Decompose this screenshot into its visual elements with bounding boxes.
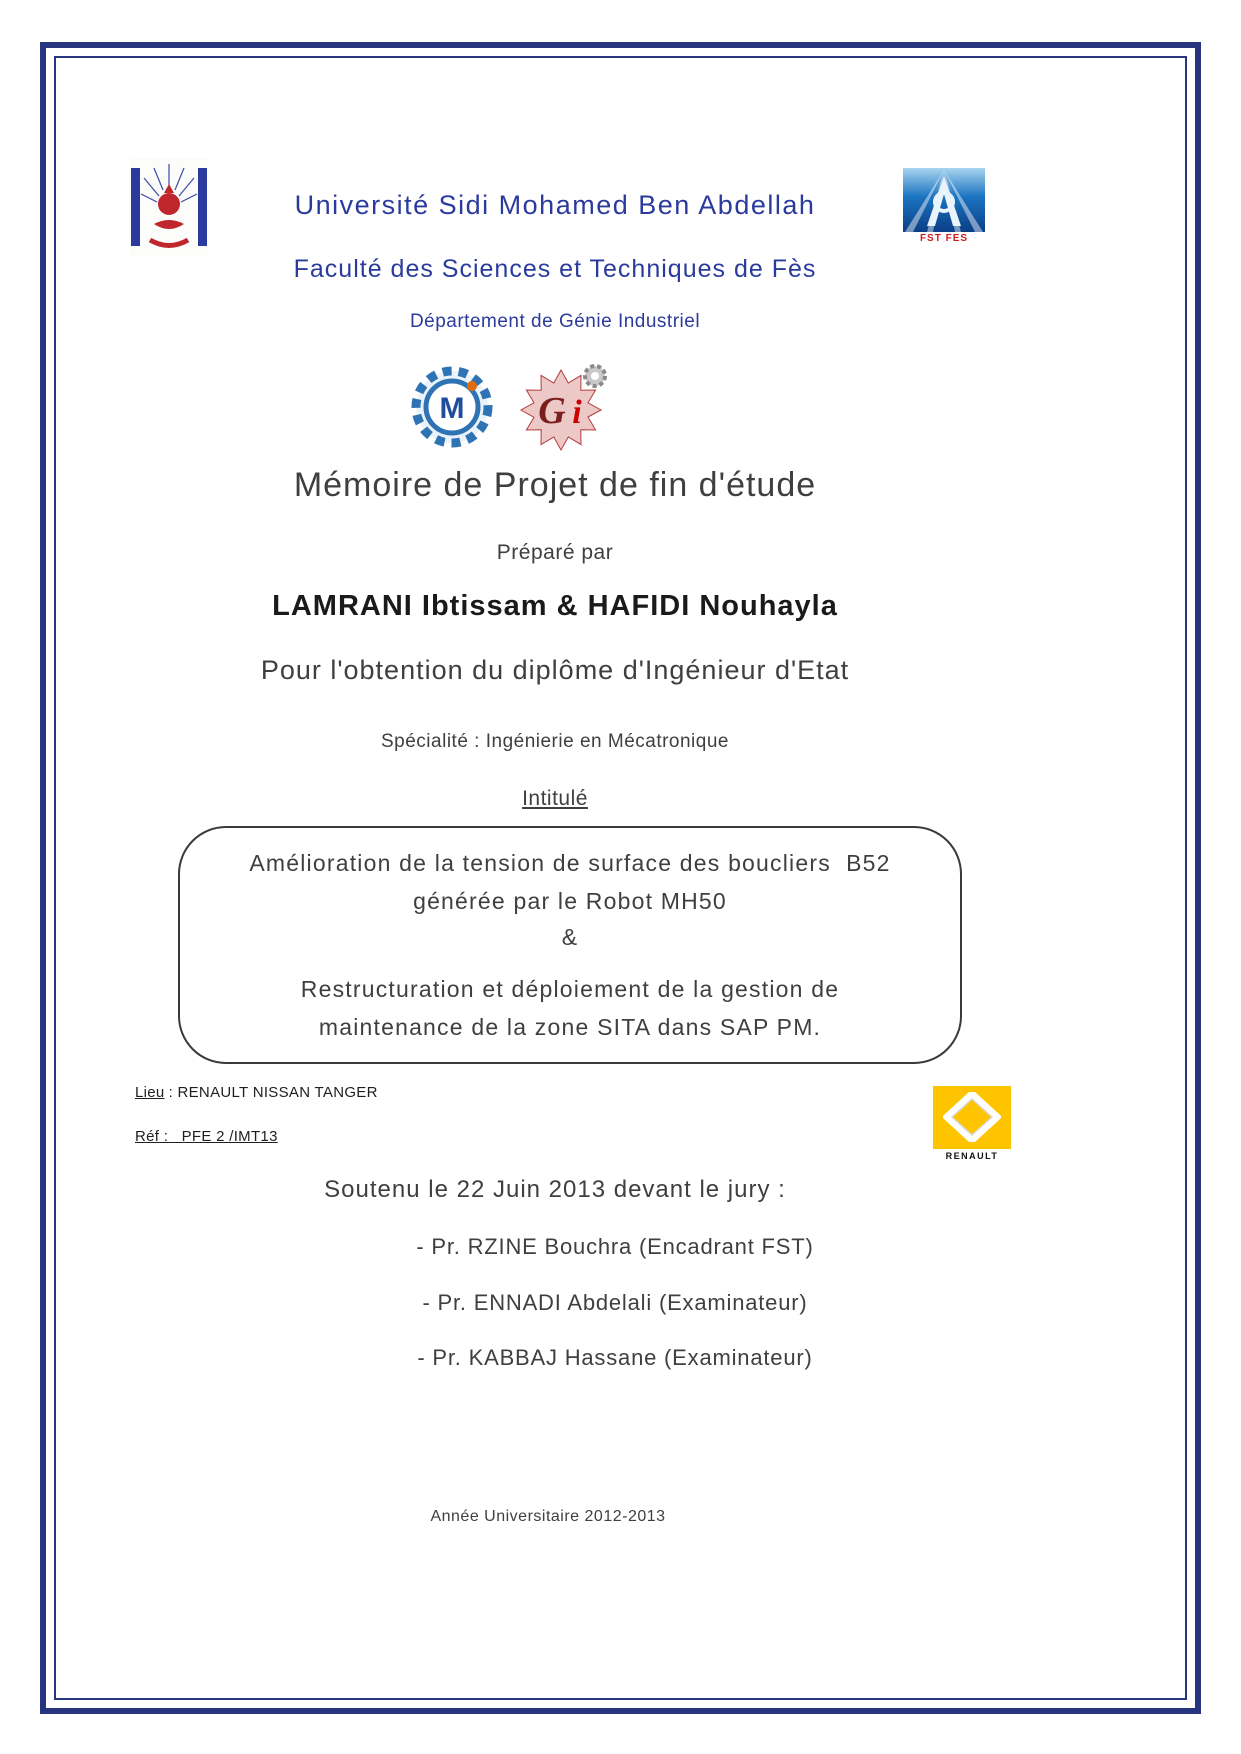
jury-member-1: - Pr. RZINE Bouchra (Encadrant FST) (416, 1234, 814, 1259)
gi-letter-i: i (572, 394, 582, 431)
location-line (135, 1084, 378, 1101)
prepared-by-label: Préparé par (496, 541, 614, 564)
location-value: : RENAULT NISSAN TANGER (168, 1084, 378, 1101)
faculty-name: Faculté des Sciences et Techniques de Fès (293, 255, 817, 283)
memoire-title: Mémoire de Projet de fin d'étude (293, 466, 817, 504)
subject-line-3: Restructuration et déploiement de la gestion de (300, 976, 840, 1002)
intitule-label (55, 787, 1055, 811)
specialty-line: Spécialité : Ingénierie en Mécatronique (381, 731, 729, 752)
subject-line-4: maintenance de la zone SITA dans SAP PM. (318, 1014, 822, 1040)
gi-letter-g: G (538, 390, 566, 432)
reference-text: Réf : PFE 2 /IMT13 (135, 1128, 278, 1145)
reference-line (135, 1128, 278, 1145)
gear-m-logo-icon (408, 363, 496, 451)
university-name: Université Sidi Mohamed Ben Abdellah (294, 190, 816, 220)
renault-logo-icon (933, 1086, 1011, 1164)
department-name: Département de Génie Industriel (409, 311, 701, 332)
jury-member-3: - Pr. KABBAJ Hassane (Examinateur) (417, 1345, 813, 1370)
defense-intro-line: Soutenu le 22 Juin 2013 devant le jury : (324, 1176, 786, 1203)
intitule-text: Intitulé (522, 787, 588, 810)
location-label: Lieu (135, 1084, 165, 1101)
authors-names: LAMRANI Ibtissam & HAFIDI Nouhayla (272, 590, 838, 622)
subject-line-2: générée par le Robot MH50 (413, 888, 727, 914)
degree-line: Pour l'obtention du diplôme d'Ingénieur d'Etat (260, 655, 850, 685)
academic-year: Année Universitaire 2012-2013 (430, 1508, 666, 1525)
gi-logo-icon (515, 360, 615, 454)
subject-line-1: Amélioration de la tension de surface des boucliers B52 (249, 850, 891, 876)
gear-m-letter: M (439, 392, 465, 425)
subject-title-box (178, 826, 962, 1064)
renault-caption: RENAULT (933, 1149, 1011, 1164)
fst-fes-caption: FST FES (903, 232, 985, 246)
subject-ampersand: & (561, 924, 579, 950)
jury-member-2: - Pr. ENNADI Abdelali (Examinateur) (422, 1290, 808, 1315)
